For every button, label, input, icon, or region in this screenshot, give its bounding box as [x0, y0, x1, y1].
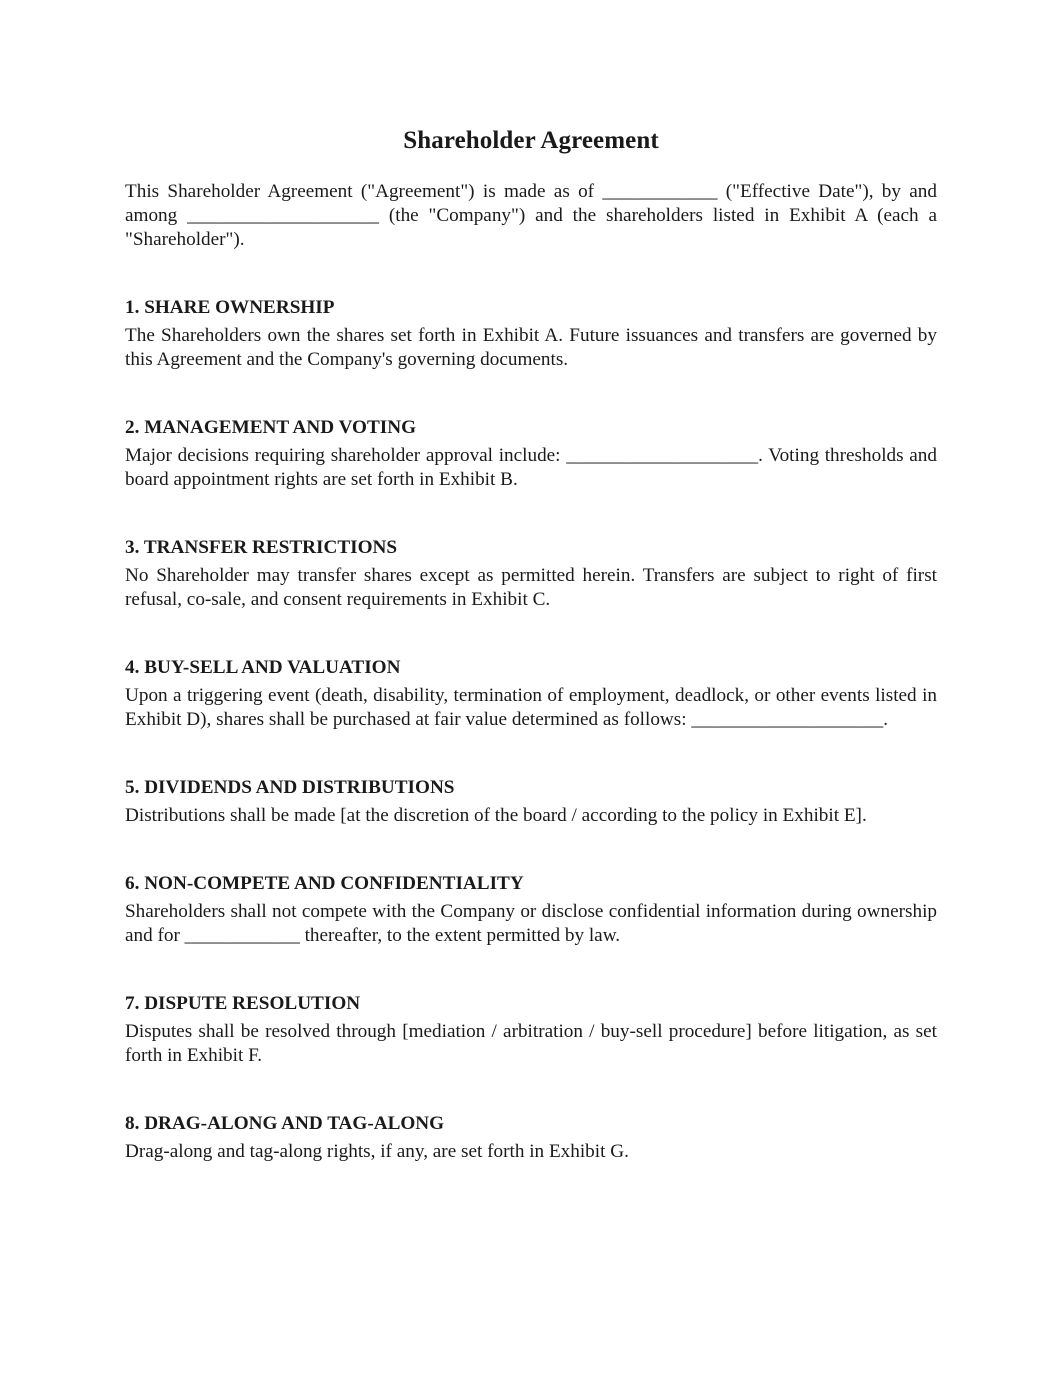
section-body: Major decisions requiring shareholder approval include: ____________________. Voting thresholds and board appointment rights are set forth in Exhibit B. — [125, 445, 937, 490]
section-body: Distributions shall be made [at the discretion of the board / according to the policy in Exhibit E]. — [125, 805, 867, 826]
section-body: Upon a triggering event (death, disability, termination of employment, deadlock, or other events listed in Exhibit D), shares shall be purchased at fair value determined as follows: ____________________. — [125, 685, 937, 730]
section-share-ownership — [125, 296, 937, 372]
section-body: No Shareholder may transfer shares except as permitted herein. Transfers are subject to right of first refusal, co-sale, and consent requirements in Exhibit C. — [125, 565, 937, 610]
section-heading: 6. NON-COMPETE AND CONFIDENTIALITY — [125, 873, 524, 894]
section-heading: 5. DIVIDENDS AND DISTRIBUTIONS — [125, 777, 455, 798]
document-page — [125, 122, 937, 1208]
section-heading: 4. BUY-SELL AND VALUATION — [125, 657, 401, 678]
section-heading: 7. DISPUTE RESOLUTION — [125, 993, 361, 1014]
section-heading: 1. SHARE OWNERSHIP — [125, 297, 335, 318]
section-drag-along-tag-along — [125, 1112, 937, 1164]
section-heading: 2. MANAGEMENT AND VOTING — [125, 417, 417, 438]
section-body: Shareholders shall not compete with the Company or disclose confidential information during ownership and for ____________ thereafter, to the extent permitted by law. — [125, 901, 937, 946]
section-body: The Shareholders own the shares set forth in Exhibit A. Future issuances and transfers are governed by this Agreement and the Company's governing documents. — [125, 325, 937, 370]
section-buy-sell-valuation — [125, 656, 937, 732]
section-dividends-distributions — [125, 776, 937, 828]
section-heading: 3. TRANSFER RESTRICTIONS — [125, 537, 398, 558]
section-transfer-restrictions — [125, 536, 937, 612]
section-body: Disputes shall be resolved through [mediation / arbitration / buy-sell procedure] before litigation, as set forth in Exhibit F. — [125, 1021, 937, 1066]
section-management-voting — [125, 416, 937, 492]
section-heading: 8. DRAG-ALONG AND TAG-ALONG — [125, 1113, 445, 1134]
section-dispute-resolution — [125, 992, 937, 1068]
section-non-compete-confidentiality — [125, 872, 937, 948]
document-title: Shareholder Agreement — [403, 127, 659, 154]
intro-paragraph: This Shareholder Agreement ("Agreement") is made as of ____________ ("Effective Date"), by and among ____________________ (the "Company") and the shareholders listed in Exhibit A (each a "Shareholder"). — [125, 181, 937, 250]
section-body: Drag-along and tag-along rights, if any, are set forth in Exhibit G. — [125, 1141, 629, 1162]
